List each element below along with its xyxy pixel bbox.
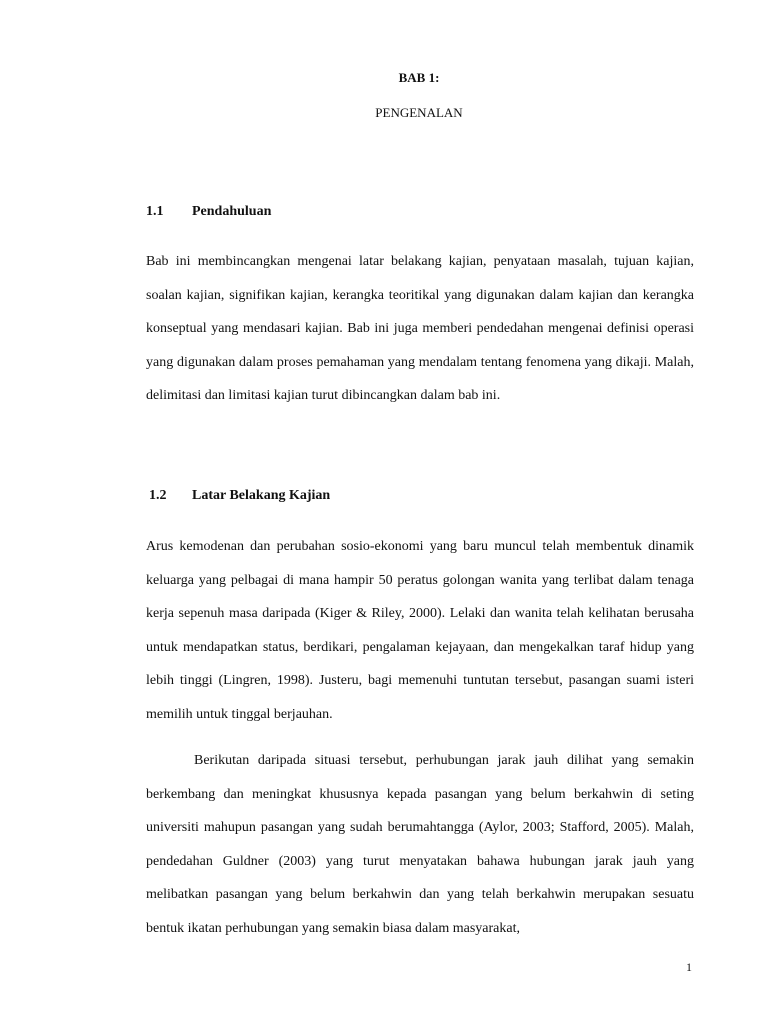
section-number: 1.2 [149,488,167,503]
chapter-title: PENGENALAN [375,105,463,120]
paragraph: Bab ini membincangkan mengenai latar belakang kajian, penyataan masalah, tujuan kajian, soalan kajian, signifikan kajian, kerangka teoritikal yang digunakan dalam kajian dan kerangka konseptual yang mendasari kajian. Bab ini juga memberi pendedahan mengenai definisi operasi yang digunakan dalam proses pemahaman yang mendalam tentang fenomena yang dikaji. Malah, delimitasi dan limitasi kajian turut dibincangkan dalam bab ini. [146,254,694,403]
section-title: Latar Belakang Kajian [192,488,331,503]
section-heading [149,488,330,504]
page-number: 1 [686,960,692,974]
chapter-number: BAB 1: [398,70,440,85]
paragraph: Arus kemodenan dan perubahan sosio-ekonomi yang baru muncul telah membentuk dinamik keluarga yang pelbagai di mana hampir 50 peratus golongan wanita yang terlibat dalam tenaga kerja sepenuh masa daripada (Kiger & Riley, 2000). Lelaki dan wanita telah kelihatan berusaha untuk mendapatkan status, berdikari, pengalaman kejayaan, dan mengekalkan taraf hidup yang lebih tinggi (Lingren, 1998). Justeru, bagi memenuhi tuntutan tersebut, pasangan suami isteri memilih untuk tinggal berjauhan. [146,539,694,722]
section-number: 1.1 [146,204,164,219]
paragraph: Berikutan daripada situasi tersebut, perhubungan jarak jauh dilihat yang semakin berkembang dan meningkat khususnya kepada pasangan yang belum berkahwin di seting universiti mahupun pasangan yang sudah berumahtangga (Aylor, 2003; Stafford, 2005). Malah, pendedahan Guldner (2003) yang turut menyatakan bahawa hubungan jarak jauh yang melibatkan pasangan yang belum berkahwin dan yang telah berkahwin merupakan sesuatu bentuk ikatan perhubungan yang semakin biasa dalam masyarakat, [146,753,694,936]
section-title: Pendahuluan [192,204,272,219]
section-heading [146,204,271,220]
